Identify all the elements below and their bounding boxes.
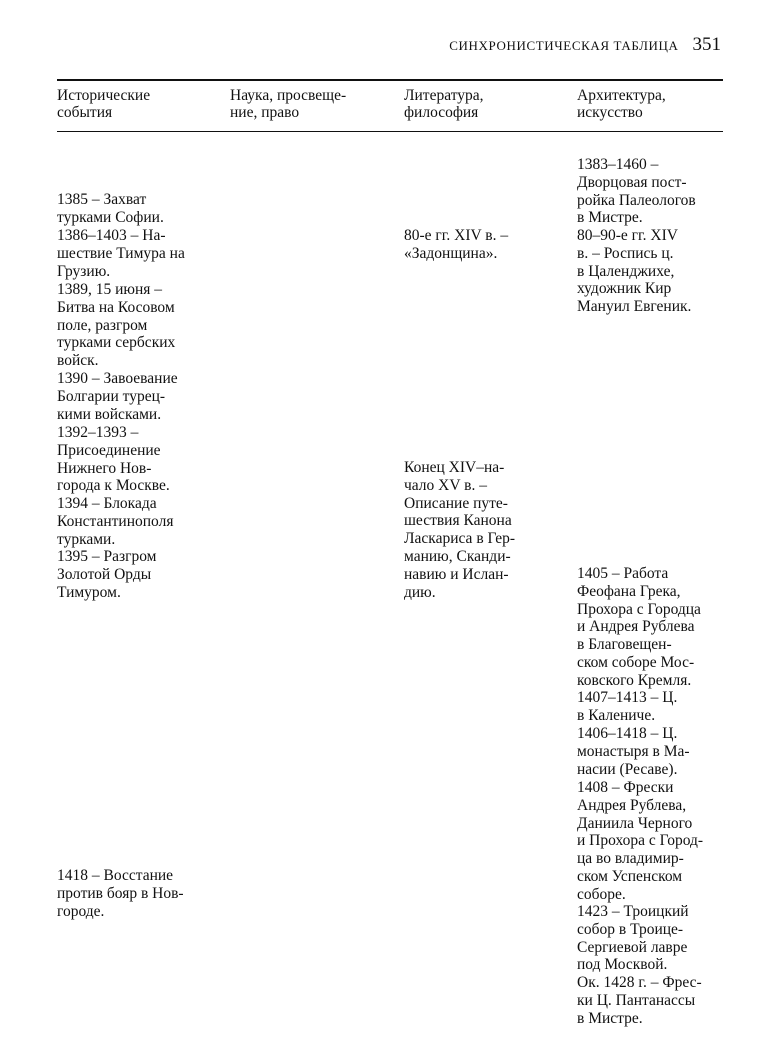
history-entry-1385: 1385 – Захват турками Софии. [57, 191, 164, 226]
running-head [449, 34, 721, 56]
arts-entry-1428: Ок. 1428 г. – Фрес- ки Ц. Пантанассы в Мистре. [577, 974, 702, 1027]
history-entry-1386: 1386–1403 – На- шествие Тимура на Грузию. [57, 227, 185, 280]
history-entry-1392: 1392–1393 – Присоединение Нижнего Нов- города к Москве. [57, 424, 170, 495]
history-entry-1394: 1394 – Блокада Константинополя турками. [57, 495, 174, 548]
column-header-literature: Литература, философия [404, 87, 484, 121]
arts-entry-1383: 1383–1460 – Дворцовая пост- ройка Палеологов в Мистре. [577, 156, 696, 227]
header-rule [57, 131, 723, 132]
history-entry-1395: 1395 – Разгром Золотой Орды Тимуром. [57, 548, 157, 601]
history-entry-1418: 1418 – Восстание против бояр в Нов- городе. [57, 867, 184, 920]
page-number: 351 [692, 34, 721, 55]
arts-entry-1407: 1407–1413 – Ц. в Калениче. [577, 689, 678, 724]
column-header-science: Наука, просвеще- ние, право [230, 87, 347, 121]
arts-entry-80-90: 80–90-е гг. XIV в. – Роспись ц. в Цаленджихе, художник Кир Мануил Евгеник. [577, 227, 692, 316]
literature-entry-laskaris: Конец XIV–на- чало XV в. – Описание путе- шествия Канона Ласкариса в Гер- манию, Сканди- навию и Ислан- дию. [404, 459, 516, 601]
arts-entry-1423: 1423 – Троицкий собор в Троице- Сергиевой лавре под Москвой. [577, 903, 689, 974]
running-title: СИНХРОНИСТИЧЕСКАЯ ТАБЛИЦА [449, 38, 679, 53]
column-header-arts: Архитектура, искусство [577, 87, 666, 121]
arts-entry-1406: 1406–1418 – Ц. монастыря в Ма- насии (Ресаве). [577, 725, 690, 778]
arts-entry-1405: 1405 – Работа Феофана Грека, Прохора с Городца и Андрея Рублева в Благовещен- ском соборе Мос- ковского Кремля. [577, 565, 701, 689]
literature-entry-zadonshchina: 80-е гг. XIV в. – «Задонщина». [404, 227, 509, 262]
top-rule [57, 79, 723, 81]
arts-entry-1408: 1408 – Фрески Андрея Рублева, Даниила Черного и Прохора с Город- ца во владимир- ском Успенском соборе. [577, 779, 704, 903]
history-entry-1390: 1390 – Завоевание Болгарии турец- кими войсками. [57, 370, 178, 423]
column-header-history: Исторические события [57, 87, 151, 121]
history-entry-1389: 1389, 15 июня – Битва на Косовом поле, разгром турками сербских войск. [57, 281, 176, 370]
